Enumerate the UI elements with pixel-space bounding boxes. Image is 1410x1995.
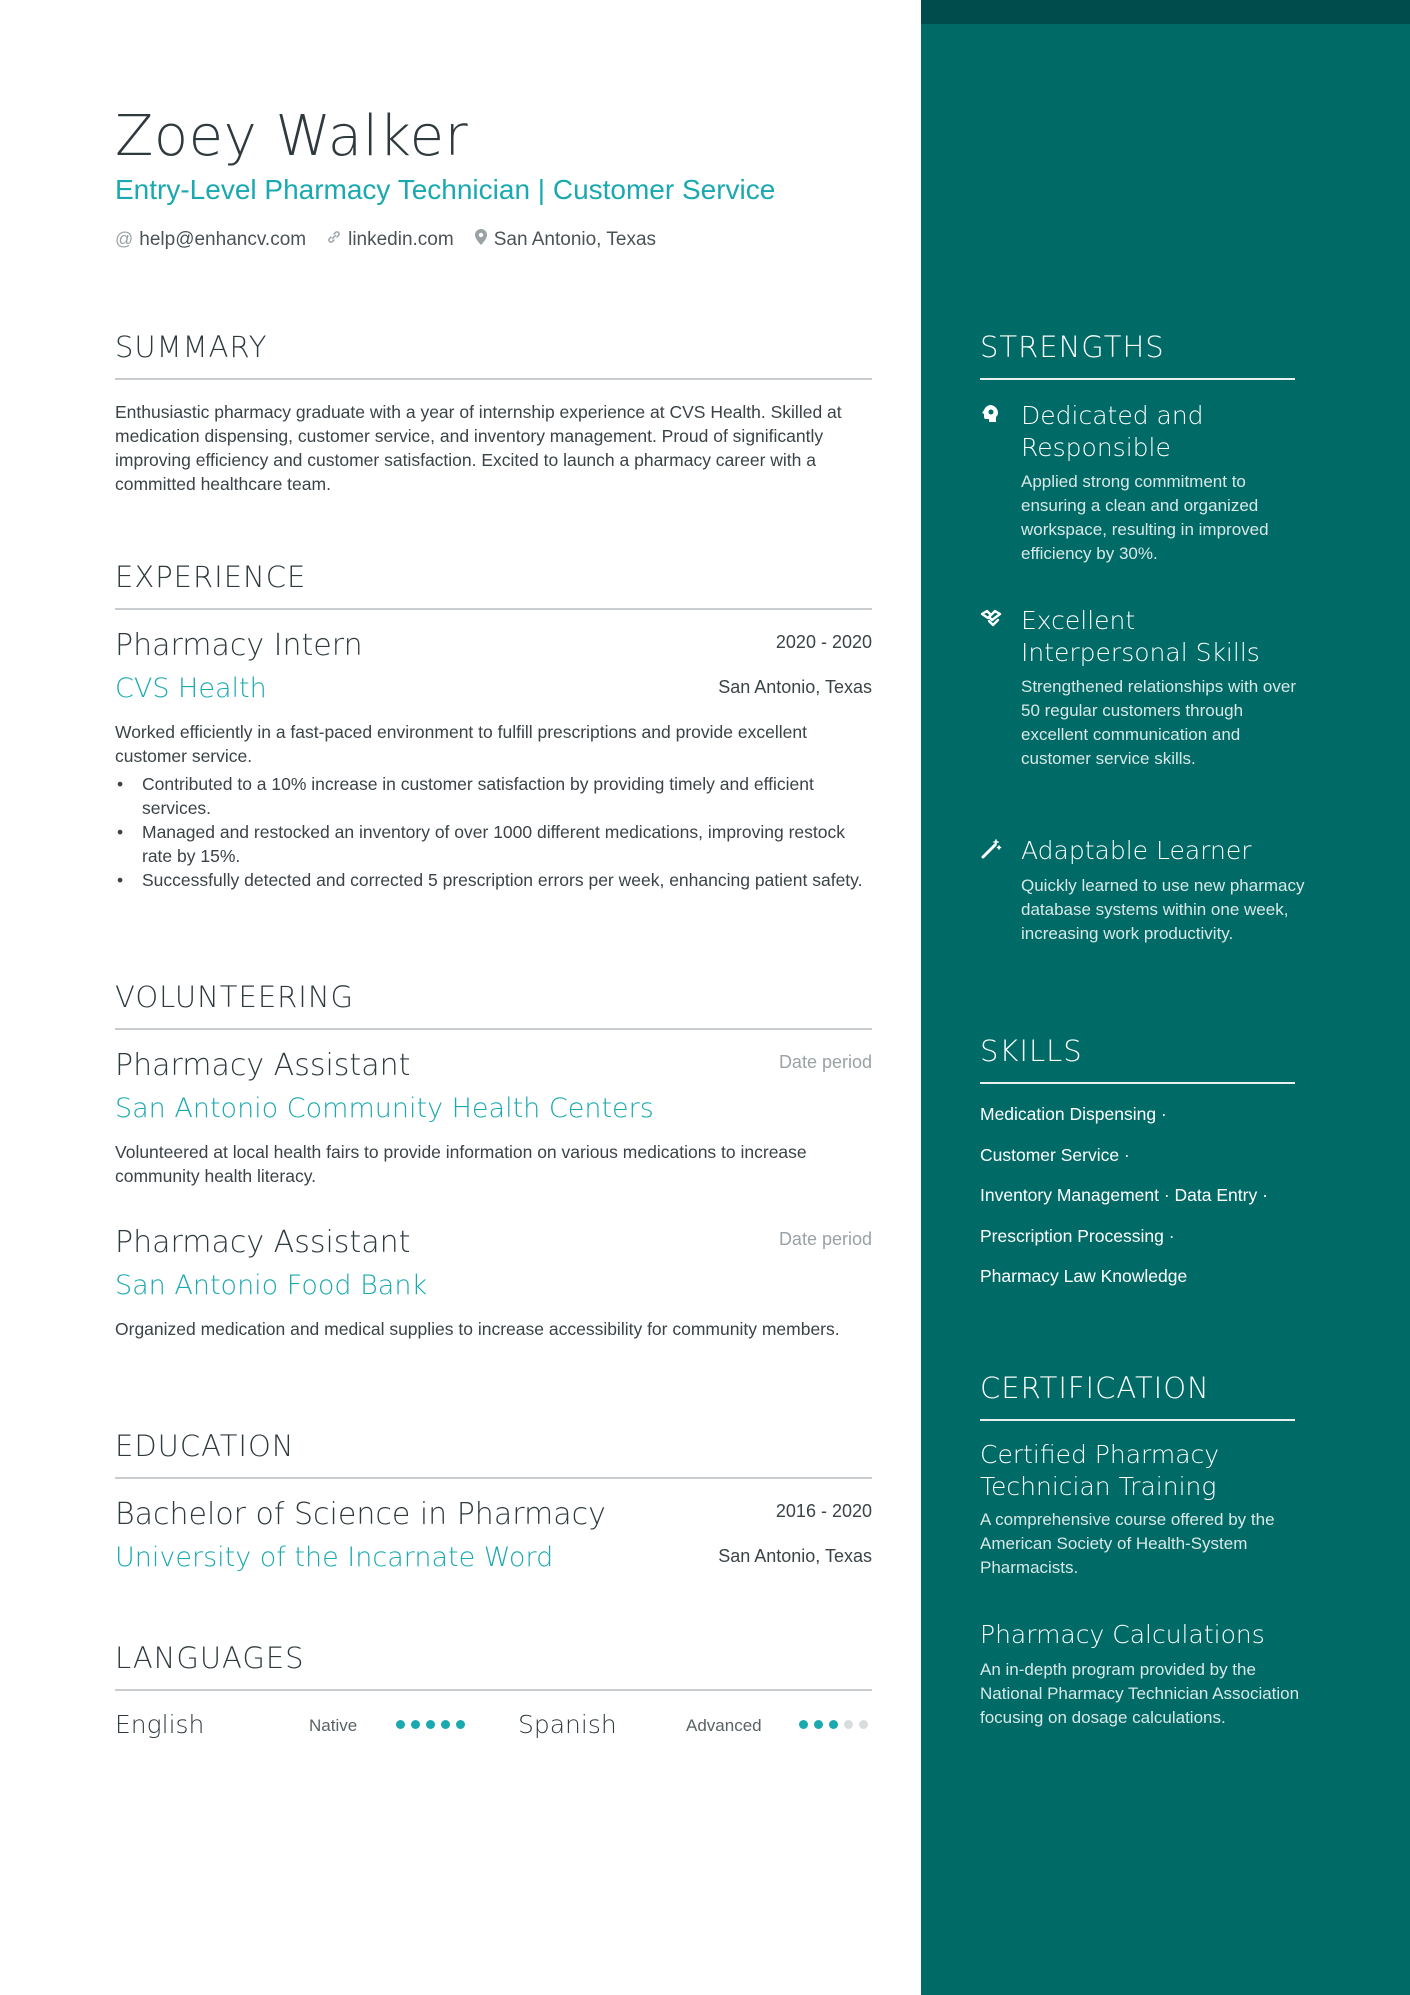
candidate-name: Zoey Walker xyxy=(115,104,469,169)
skill-line: Medication Dispensing · xyxy=(980,1104,1167,1124)
volunteer-description: Organized medication and medical supplies to increase accessibility for community members. xyxy=(115,1319,840,1339)
skill-line: Prescription Processing · xyxy=(980,1226,1175,1246)
volunteer-org: San Antonio Community Health Centers xyxy=(115,1093,654,1124)
volunteer-role: Pharmacy Assistant xyxy=(115,1048,411,1083)
strength-desc: Strengthened relationships with over 50 regular customers through excellent communication and customer service skills. xyxy=(1021,677,1296,768)
head-icon xyxy=(980,403,1006,429)
strength-desc: Quickly learned to use new pharmacy database systems within one week, increasing work productivity. xyxy=(1021,876,1305,943)
cert-desc: A comprehensive course offered by the American Society of Health-System Pharmacists. xyxy=(980,1510,1275,1577)
experience-bullets xyxy=(115,772,872,892)
language-level: Native xyxy=(309,1716,358,1735)
linkedin-text: linkedin.com xyxy=(348,228,454,250)
strength-title: Dedicated and Responsible xyxy=(1021,401,1204,462)
education-heading: EDUCATION xyxy=(115,1429,295,1463)
sidebar-top-band xyxy=(921,0,1410,24)
location-pin-icon xyxy=(474,228,488,251)
rating-dot-filled xyxy=(396,1720,405,1729)
education-location: San Antonio, Texas xyxy=(718,1546,872,1566)
email-text: help@enhancv.com xyxy=(139,228,307,250)
strengths-divider xyxy=(980,378,1295,380)
experience-org: CVS Health xyxy=(115,673,267,704)
languages-heading: LANGUAGES xyxy=(115,1641,305,1675)
rating-dot-empty xyxy=(844,1720,853,1729)
list-item: • Successfully detected and corrected 5 prescription errors per week, enhancing patient safety. xyxy=(142,868,872,892)
location-text: San Antonio, Texas xyxy=(493,228,657,250)
skill-line: Inventory Management · Data Entry · xyxy=(980,1185,1268,1205)
rating-dot-filled xyxy=(799,1720,808,1729)
experience-description: Worked efficiently in a fast-paced environment to fulfill prescriptions and provide excellent customer service. xyxy=(115,722,807,766)
education-school: University of the Incarnate Word xyxy=(115,1542,554,1573)
strengths-heading: STRENGTHS xyxy=(980,330,1165,364)
language-name: Spanish xyxy=(518,1710,617,1739)
contact-email[interactable] xyxy=(115,229,306,251)
certification-heading: CERTIFICATION xyxy=(980,1371,1210,1405)
language-rating xyxy=(396,1720,465,1729)
experience-divider xyxy=(115,608,872,610)
experience-role: Pharmacy Intern xyxy=(115,628,363,663)
certification-divider xyxy=(980,1419,1295,1421)
rating-dot-filled xyxy=(456,1720,465,1729)
sidebar xyxy=(921,0,1410,1995)
volunteering-divider xyxy=(115,1028,872,1030)
rating-dot-filled xyxy=(814,1720,823,1729)
experience-heading: EXPERIENCE xyxy=(115,560,307,594)
rating-dot-empty xyxy=(859,1720,868,1729)
experience-location: San Antonio, Texas xyxy=(718,677,872,697)
magic-wand-icon xyxy=(980,838,1006,864)
education-divider xyxy=(115,1477,872,1479)
rating-dot-filled xyxy=(441,1720,450,1729)
skills-divider xyxy=(980,1082,1295,1084)
language-name: English xyxy=(115,1710,205,1739)
list-item: • Managed and restocked an inventory of over 1000 different medications, improving restock rate by 15%. xyxy=(142,820,872,868)
handshake-icon xyxy=(980,608,1006,634)
volunteer-role: Pharmacy Assistant xyxy=(115,1225,411,1260)
summary-divider xyxy=(115,378,872,380)
languages-row xyxy=(115,1710,872,1742)
strength-title: Excellent Interpersonal Skills xyxy=(1021,606,1260,667)
strength-title: Adaptable Learner xyxy=(1021,836,1252,865)
language-level: Advanced xyxy=(686,1716,762,1735)
rating-dot-filled xyxy=(829,1720,838,1729)
skills-heading: SKILLS xyxy=(980,1034,1083,1068)
contact-location xyxy=(474,228,656,251)
education-dates: 2016 - 2020 xyxy=(775,1501,872,1521)
experience-dates: 2020 - 2020 xyxy=(775,632,872,652)
education-degree: Bachelor of Science in Pharmacy xyxy=(115,1497,606,1532)
cert-title: Certified Pharmacy Technician Training xyxy=(980,1440,1220,1501)
volunteer-dates: Date period xyxy=(778,1052,872,1072)
summary-heading: SUMMARY xyxy=(115,330,268,364)
volunteering-heading: VOLUNTEERING xyxy=(115,980,355,1014)
cert-title: Pharmacy Calculations xyxy=(980,1620,1265,1649)
contact-linkedin[interactable] xyxy=(326,229,454,251)
list-item: • Contributed to a 10% increase in customer satisfaction by providing timely and efficient services. xyxy=(142,772,872,820)
rating-dot-filled xyxy=(426,1720,435,1729)
language-rating xyxy=(799,1720,868,1729)
at-icon: @ xyxy=(115,229,134,249)
skill-line: Customer Service · xyxy=(980,1145,1130,1165)
rating-dot-filled xyxy=(411,1720,420,1729)
volunteer-description: Volunteered at local health fairs to provide information on various medications to increase community health literacy. xyxy=(115,1142,807,1186)
summary-text: Enthusiastic pharmacy graduate with a year of internship experience at CVS Health. Skilled at medication dispensing, customer service, and inventory management. Proud of significantly improving efficiency and customer satisfaction. Excited to launch a pharmacy career with a committed healthcare team. xyxy=(115,402,842,494)
strength-desc: Applied strong commitment to ensuring a clean and organized workspace, resulting in improved efficiency by 30%. xyxy=(1021,472,1269,563)
candidate-tagline: Entry-Level Pharmacy Technician | Customer Service xyxy=(115,174,776,205)
languages-divider xyxy=(115,1689,872,1691)
volunteer-org: San Antonio Food Bank xyxy=(115,1270,428,1301)
contact-bar xyxy=(115,228,656,251)
link-icon xyxy=(326,229,342,250)
volunteer-dates: Date period xyxy=(778,1229,872,1249)
cert-desc: An in-depth program provided by the National Pharmacy Technician Association focusing on dosage calculations. xyxy=(980,1660,1300,1727)
skill-line: Pharmacy Law Knowledge xyxy=(980,1266,1188,1286)
